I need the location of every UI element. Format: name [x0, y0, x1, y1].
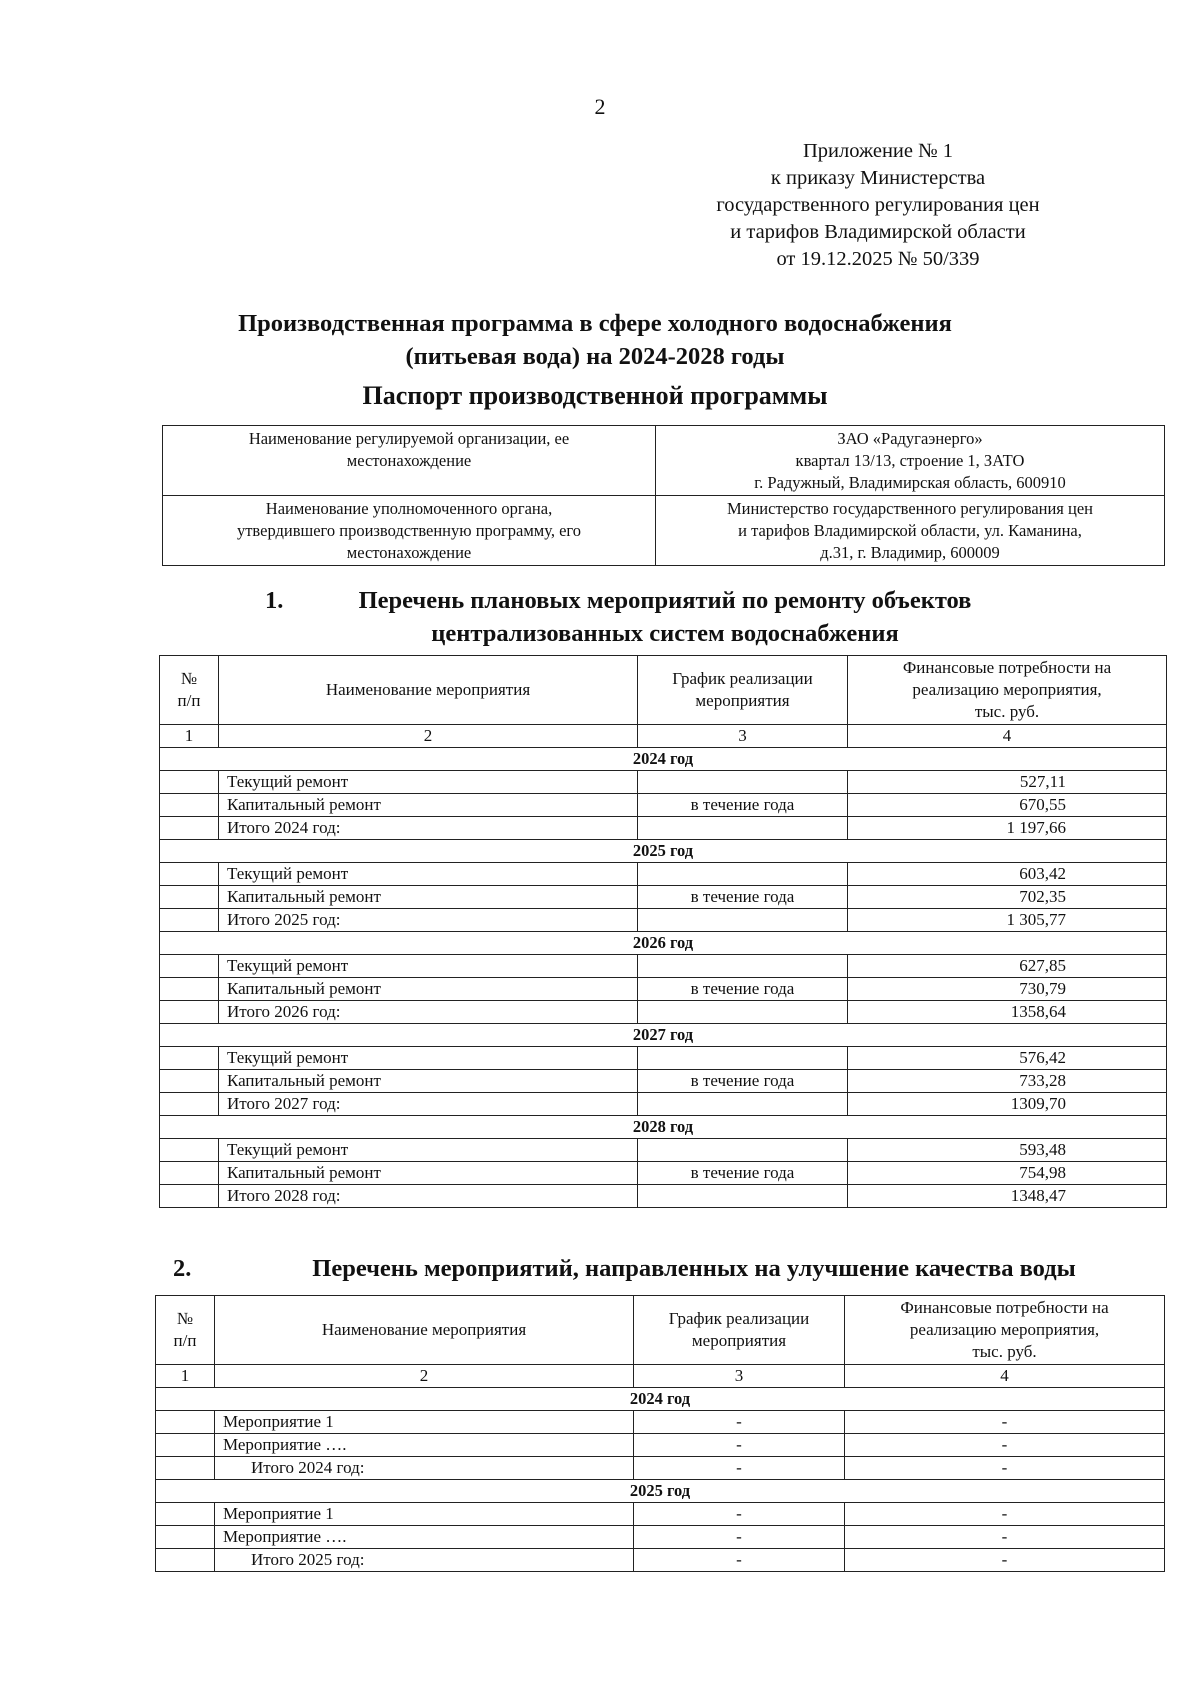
section-number: 2. [173, 1255, 192, 1282]
row-number-cell [156, 1549, 215, 1572]
passport-value [656, 426, 1165, 496]
activity-name: Текущий ремонт [219, 1139, 638, 1162]
annex-line: от 19.12.2025 № 50/339 [776, 248, 980, 270]
table-row [160, 909, 1167, 932]
activity-name: Текущий ремонт [219, 955, 638, 978]
table-row [160, 1162, 1167, 1185]
table-row [160, 1185, 1167, 1208]
passport-label [163, 496, 656, 566]
schedule-cell: - [634, 1457, 845, 1480]
activity-name: Мероприятие …. [215, 1526, 634, 1549]
text-line: д.31, г. Владимир, 600009 [820, 542, 1000, 562]
row-number-cell [160, 1162, 219, 1185]
finance-value: - [845, 1411, 1165, 1434]
row-number-cell [156, 1411, 215, 1434]
schedule-cell: в течение года [638, 1070, 848, 1093]
finance-value: - [845, 1457, 1165, 1480]
year-heading: 2025 год [160, 840, 1167, 863]
document-title [160, 307, 1030, 373]
text-line: № [176, 1309, 194, 1328]
passport-label [163, 426, 656, 496]
schedule-cell: - [634, 1434, 845, 1457]
activity-name: Мероприятие 1 [215, 1503, 634, 1526]
water-quality-table [155, 1295, 1165, 1572]
finance-value: - [845, 1526, 1165, 1549]
finance-value: 1348,47 [848, 1185, 1167, 1208]
table-row [160, 1139, 1167, 1162]
activity-name: Итого 2026 год: [219, 1001, 638, 1024]
annex-line: государственного регулирования цен [716, 194, 1040, 216]
schedule-cell [638, 1139, 848, 1162]
text-line: местонахождение [346, 542, 472, 562]
text-line: тыс. руб. [974, 702, 1040, 721]
activity-name: Капитальный ремонт [219, 1070, 638, 1093]
passport-row [163, 426, 1165, 496]
schedule-cell [638, 1185, 848, 1208]
schedule-cell: - [634, 1549, 845, 1572]
schedule-cell: в течение года [638, 794, 848, 817]
text-line: ЗАО «Радугаэнерго» [837, 428, 983, 448]
year-heading: 2024 год [160, 748, 1167, 771]
activity-name: Итого 2028 год: [219, 1185, 638, 1208]
col-header-number [156, 1296, 215, 1365]
activity-name: Капитальный ремонт [219, 886, 638, 909]
column-number: 2 [219, 725, 638, 748]
table-row [160, 1047, 1167, 1070]
repair-plan-table [159, 655, 1167, 1208]
text-line: п/п [177, 691, 201, 710]
text-line: мероприятия [695, 691, 790, 710]
col-header-name: Наименование мероприятия [215, 1296, 634, 1365]
table-row [160, 1093, 1167, 1116]
row-number-cell [160, 817, 219, 840]
title-line: (питьевая вода) на 2024-2028 годы [405, 343, 785, 370]
row-number-cell [156, 1434, 215, 1457]
section-1-title [265, 584, 1065, 650]
finance-value: 593,48 [848, 1139, 1167, 1162]
activity-name: Капитальный ремонт [219, 978, 638, 1001]
section-title-line: Перечень мероприятий, направленных на улучшение качества воды [312, 1255, 1076, 1282]
row-number-cell [160, 1047, 219, 1070]
column-number-row [160, 725, 1167, 748]
column-number: 4 [848, 725, 1167, 748]
table-header-row [156, 1296, 1165, 1365]
schedule-cell [638, 1001, 848, 1024]
column-number: 1 [156, 1365, 215, 1388]
finance-value: 1309,70 [848, 1093, 1167, 1116]
activity-name: Итого 2025 год: [219, 909, 638, 932]
finance-value: 1358,64 [848, 1001, 1167, 1024]
text-line: Наименование регулируемой организации, ее [248, 429, 570, 448]
table-row [156, 1549, 1165, 1572]
finance-value: 576,42 [848, 1047, 1167, 1070]
activity-name: Текущий ремонт [219, 771, 638, 794]
annex-line: Приложение № 1 [802, 140, 954, 162]
table-row [156, 1434, 1165, 1457]
schedule-cell: - [634, 1526, 845, 1549]
row-number-cell [156, 1526, 215, 1549]
schedule-cell: в течение года [638, 886, 848, 909]
activity-name: Текущий ремонт [219, 1047, 638, 1070]
row-number-cell [160, 955, 219, 978]
year-row [160, 1024, 1167, 1047]
row-number-cell [160, 886, 219, 909]
activity-name: Капитальный ремонт [219, 794, 638, 817]
col-header-number [160, 656, 219, 725]
finance-value: 1 197,66 [848, 817, 1167, 840]
year-row [160, 748, 1167, 771]
col-header-schedule [634, 1296, 845, 1365]
text-line: утвердившего производственную программу, его [236, 520, 582, 540]
text-line: Финансовые потребности на [902, 658, 1112, 677]
activity-name: Итого 2024 год: [219, 817, 638, 840]
schedule-cell: - [634, 1411, 845, 1434]
table-row [160, 771, 1167, 794]
finance-value: 730,79 [848, 978, 1167, 1001]
row-number-cell [160, 978, 219, 1001]
row-number-cell [160, 1139, 219, 1162]
schedule-cell [638, 817, 848, 840]
text-line: Наименование уполномоченного органа, [265, 498, 553, 518]
schedule-cell [638, 909, 848, 932]
finance-value: 1 305,77 [848, 909, 1167, 932]
activity-name: Итого 2027 год: [219, 1093, 638, 1116]
year-row [156, 1480, 1165, 1503]
row-number-cell [160, 771, 219, 794]
text-line: График реализации [668, 1309, 810, 1328]
text-line: и тарифов Владимирской области, ул. Каманина, [738, 520, 1082, 540]
schedule-cell [638, 1093, 848, 1116]
activity-name: Итого 2025 год: [215, 1549, 634, 1572]
table-row [156, 1457, 1165, 1480]
table-row [156, 1526, 1165, 1549]
finance-value: 627,85 [848, 955, 1167, 978]
table-row [160, 955, 1167, 978]
text-line: мероприятия [691, 1331, 787, 1350]
annex-line: и тарифов Владимирской области [730, 221, 1026, 243]
table-row [156, 1503, 1165, 1526]
column-number: 4 [845, 1365, 1165, 1388]
table-row [160, 817, 1167, 840]
finance-value: 733,28 [848, 1070, 1167, 1093]
col-header-schedule [638, 656, 848, 725]
row-number-cell [156, 1503, 215, 1526]
schedule-cell [638, 1047, 848, 1070]
col-header-name: Наименование мероприятия [219, 656, 638, 725]
year-heading: 2024 год [156, 1388, 1165, 1411]
text-line: г. Радужный, Владимирская область, 600910 [754, 472, 1066, 492]
schedule-cell: в течение года [638, 978, 848, 1001]
year-row [160, 932, 1167, 955]
year-row [160, 840, 1167, 863]
row-number-cell [160, 863, 219, 886]
table-row [160, 1001, 1167, 1024]
table-row [160, 863, 1167, 886]
finance-value: 702,35 [848, 886, 1167, 909]
finance-value: 603,42 [848, 863, 1167, 886]
passport-table [162, 425, 1165, 566]
col-header-finance [845, 1296, 1165, 1365]
row-number-cell [160, 1070, 219, 1093]
finance-value: - [845, 1503, 1165, 1526]
text-line: квартал 13/13, строение 1, ЗАТО [795, 450, 1025, 470]
finance-value: 754,98 [848, 1162, 1167, 1185]
year-heading: 2026 год [160, 932, 1167, 955]
col-header-finance [848, 656, 1167, 725]
annex-line: к приказу Министерства [770, 167, 986, 189]
section-title-line: Перечень плановых мероприятий по ремонту объектов [358, 587, 972, 614]
year-row [156, 1388, 1165, 1411]
schedule-cell: в течение года [638, 1162, 848, 1185]
table-row [160, 978, 1167, 1001]
text-line: реализацию мероприятия, [912, 680, 1102, 699]
passport-value [656, 496, 1165, 566]
year-heading: 2028 год [160, 1116, 1167, 1139]
text-line: Финансовые потребности на [900, 1298, 1109, 1317]
schedule-cell [638, 771, 848, 794]
annex-header [678, 138, 1078, 273]
finance-value: 527,11 [848, 771, 1167, 794]
column-number: 3 [638, 725, 848, 748]
column-number: 3 [634, 1365, 845, 1388]
title-line: Производственная программа в сфере холодного водоснабжения [238, 310, 952, 337]
activity-name: Мероприятие …. [215, 1434, 634, 1457]
schedule-cell [638, 955, 848, 978]
activity-name: Текущий ремонт [219, 863, 638, 886]
activity-name: Мероприятие 1 [215, 1411, 634, 1434]
text-line: График реализации [672, 669, 813, 688]
column-number: 2 [215, 1365, 634, 1388]
row-number-cell [160, 1001, 219, 1024]
row-number-cell [160, 1185, 219, 1208]
table-header-row [160, 656, 1167, 725]
finance-value: - [845, 1549, 1165, 1572]
row-number-cell [160, 1093, 219, 1116]
activity-name: Итого 2024 год: [215, 1457, 634, 1480]
passport-row [163, 496, 1165, 566]
row-number-cell [156, 1457, 215, 1480]
table-row [160, 794, 1167, 817]
text-line: тыс. руб. [972, 1342, 1037, 1361]
finance-value: - [845, 1434, 1165, 1457]
activity-name: Капитальный ремонт [219, 1162, 638, 1185]
text-line: № [180, 669, 198, 688]
text-line: п/п [173, 1331, 197, 1350]
table-row [156, 1411, 1165, 1434]
table-row [160, 886, 1167, 909]
finance-value: 670,55 [848, 794, 1167, 817]
column-number-row [156, 1365, 1165, 1388]
text-line: реализацию мероприятия, [909, 1320, 1100, 1339]
row-number-cell [160, 794, 219, 817]
schedule-cell: - [634, 1503, 845, 1526]
table-row [160, 1070, 1167, 1093]
section-number: 1. [265, 587, 284, 614]
year-row [160, 1116, 1167, 1139]
passport-heading: Паспорт производственной программы [362, 381, 828, 410]
text-line: местонахождение [346, 451, 472, 470]
year-heading: 2027 год [160, 1024, 1167, 1047]
text-line: Министерство государственного регулирования цен [726, 498, 1094, 518]
column-number: 1 [160, 725, 219, 748]
row-number-cell [160, 909, 219, 932]
section-2-title [173, 1252, 1135, 1285]
schedule-cell [638, 863, 848, 886]
year-heading: 2025 год [156, 1480, 1165, 1503]
page-number: 2 [594, 94, 606, 119]
section-title-line: централизованных систем водоснабжения [431, 620, 899, 647]
